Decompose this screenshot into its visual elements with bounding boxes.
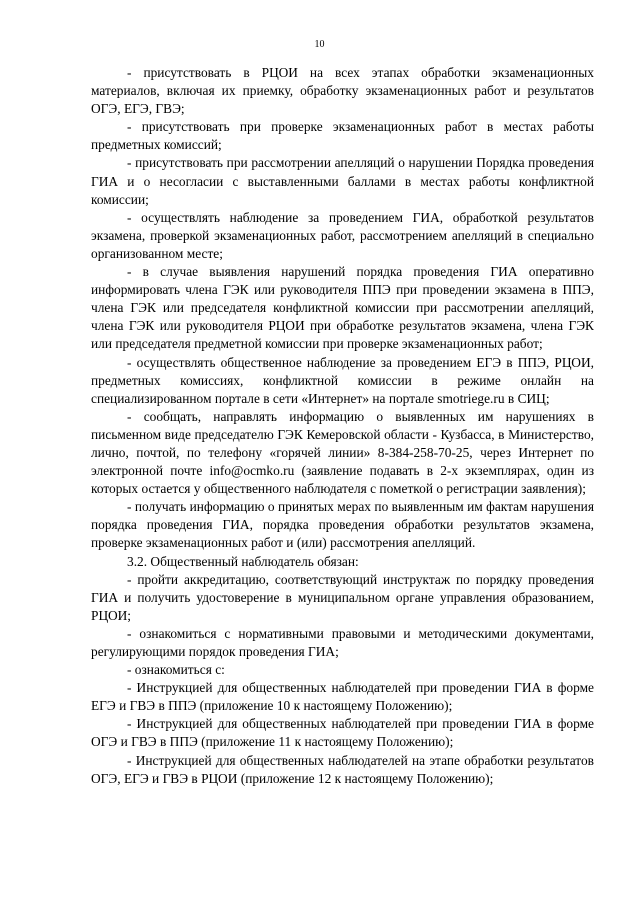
- paragraph-written-report: - сообщать, направлять информацию о выявленных им нарушениях в письменном виде председателю ГЭК Кемеровской области - Кузбасса, в Министерство, лично, почтой, по телефону «горячей линии» 8-384-258-70-25, через Интернет по электронной почте info@ocmko.ru (заявление подавать в 2-х экземплярах, один из которых остается у общественного наблюдателя с пометкой о регистрации заявления);: [91, 408, 594, 497]
- document-body: [91, 64, 594, 788]
- paragraph-instruction-rcoi: - Инструкцией для общественных наблюдателей на этапе обработки результатов ОГЭ, ЕГЭ и ГВЭ в РЦОИ (приложение 12 к настоящему Положению);: [91, 752, 594, 786]
- paragraph-accreditation: - пройти аккредитацию, соответствующий инструктаж по порядку проведения ГИА и получить удостоверение в муниципальном органе управления образованием, РЦОИ;: [91, 571, 594, 623]
- paragraph-appeal-presence: - присутствовать при рассмотрении апелляций о нарушении Порядка проведения ГИА и о несогласии с выставленными баллами в местах работы конфликтной комиссии;: [91, 155, 594, 207]
- section-heading-3-2: 3.2. Общественный наблюдатель обязан:: [127, 553, 359, 569]
- paragraph-normative-docs: - ознакомиться с нормативными правовыми и методическими документами, регулирующими порядок проведения ГИА;: [91, 625, 594, 659]
- paragraph-violation-report: - в случае выявления нарушений порядка проведения ГИА оперативно информировать члена ГЭК или руководителя ППЭ при проведении экзамена в ППЭ, члена ГЭК или председателя конфликтной комиссии при рассмотрении апелляций, члена ГЭК или руководителя РЦОИ при обработке результатов экзамена, члена ГЭК или председателя предметной комиссии при проверке экзаменационных работ;: [91, 264, 594, 352]
- paragraph-measures-info: - получать информацию о принятых мерах по выявленным им фактам нарушения порядка проведения ГИА, порядка проведения обработки результатов экзамена, проверке экзаменационных работ и (или) рассмотрения апелляций.: [91, 499, 594, 551]
- paragraph-rcoi-presence: - присутствовать в РЦОИ на всех этапах обработки экзаменационных материалов, включая их приемку, обработку экзаменационных работ и результатов ОГЭ, ЕГЭ, ГВЭ;: [91, 65, 594, 117]
- page-number: 10: [314, 39, 325, 50]
- paragraph-check-presence: - присутствовать при проверке экзаменационных работ в местах работы предметных комиссий;: [91, 119, 594, 153]
- paragraph-familiarize: - ознакомиться с:: [127, 662, 225, 678]
- paragraph-online-observation: - осуществлять общественное наблюдение за проведением ЕГЭ в ППЭ, РЦОИ, предметных комиссиях, конфликтной комиссии в режиме онлайн на специализированном портале в сети «Интернет» на портале smotriege.ru в СИЦ;: [91, 354, 594, 406]
- paragraph-instruction-ege: - Инструкцией для общественных наблюдателей при проведении ГИА в форме ЕГЭ и ГВЭ в ППЭ (приложение 10 к настоящему Положению);: [91, 680, 594, 714]
- paragraph-instruction-oge: - Инструкцией для общественных наблюдателей при проведении ГИА в форме ОГЭ и ГВЭ в ППЭ (приложение 11 к настоящему Положению);: [91, 716, 594, 750]
- paragraph-observation: - осуществлять наблюдение за проведением ГИА, обработкой результатов экзамена, проверкой экзаменационных работ, рассмотрением апелляций в специально организованном месте;: [91, 209, 594, 261]
